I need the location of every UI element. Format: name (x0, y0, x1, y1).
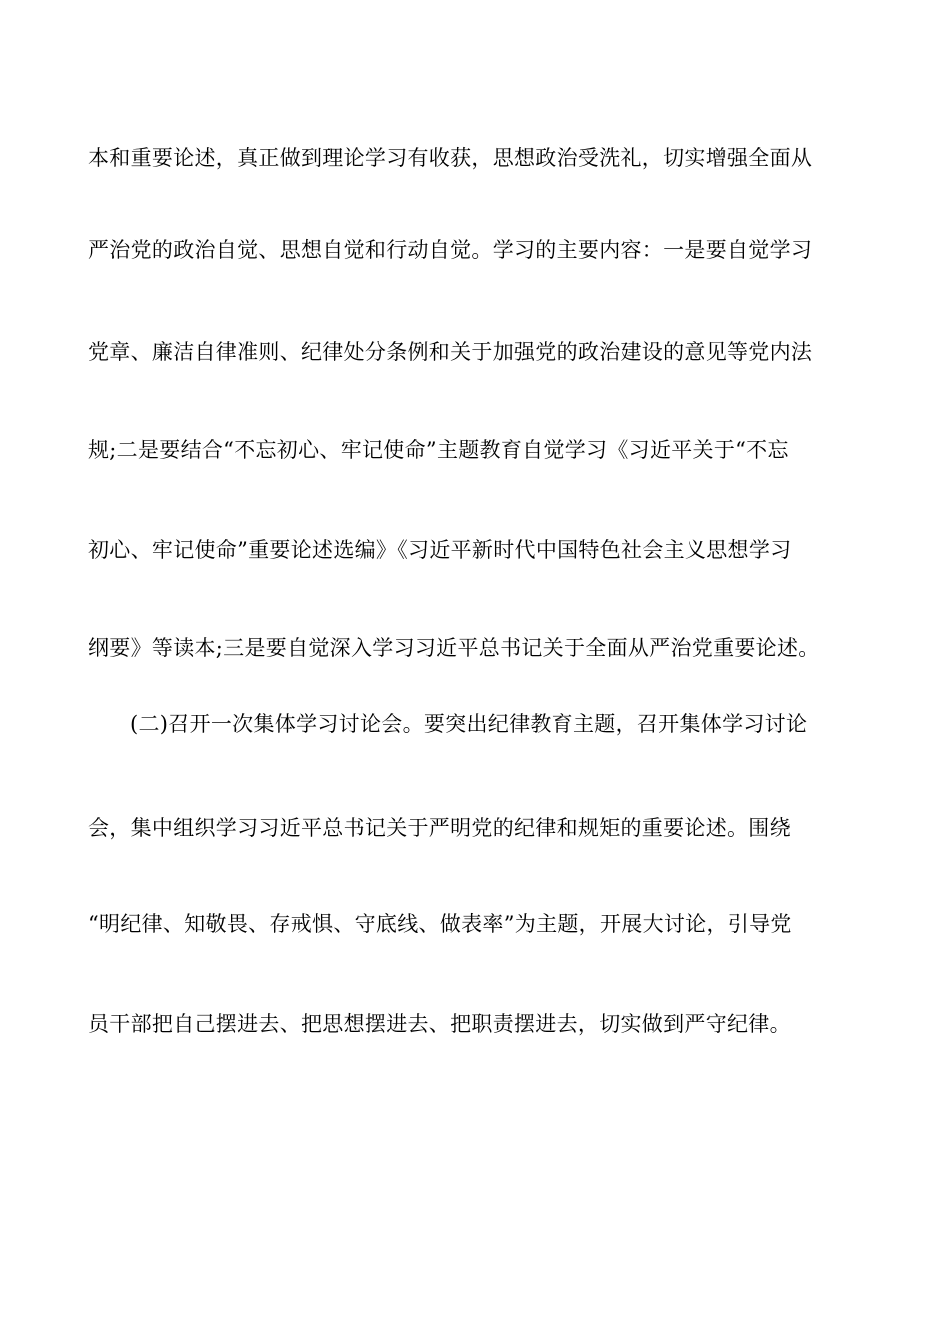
text-line: 初心、牢记使命”重要论述选编》《习近平新时代中国特色社会主义思想学习 (88, 538, 792, 562)
text-line: 党章、廉洁自律准则、纪律处分条例和关于加强党的政治建设的意见等党内法 (88, 340, 813, 364)
paragraph-start-line: (二)召开一次集体学习讨论会。要突出纪律教育主题，召开集体学习讨论 (130, 712, 808, 736)
text-line: 规;二是要结合“不忘初心、牢记使命”主题教育自觉学习《习近平关于“不忘 (88, 438, 789, 462)
text-line: 本和重要论述，真正做到理论学习有收获，思想政治受洗礼，切实增强全面从 (88, 146, 813, 170)
text-line: 严治党的政治自觉、思想自觉和行动自觉。学习的主要内容：一是要自觉学习 (88, 238, 813, 262)
text-line: “明纪律、知敬畏、存戒惧、守底线、做表率”为主题，开展大讨论，引导党 (88, 912, 792, 936)
text-line: 员干部把自己摆进去、把思想摆进去、把职责摆进去，切实做到严守纪律。 (88, 1012, 791, 1036)
text-line: 会，集中组织学习习近平总书记关于严明党的纪律和规矩的重要论述。围绕 (88, 816, 791, 840)
text-line: 纲要》等读本;三是要自觉深入学习习近平总书记关于全面从严治党重要论述。 (88, 636, 820, 660)
